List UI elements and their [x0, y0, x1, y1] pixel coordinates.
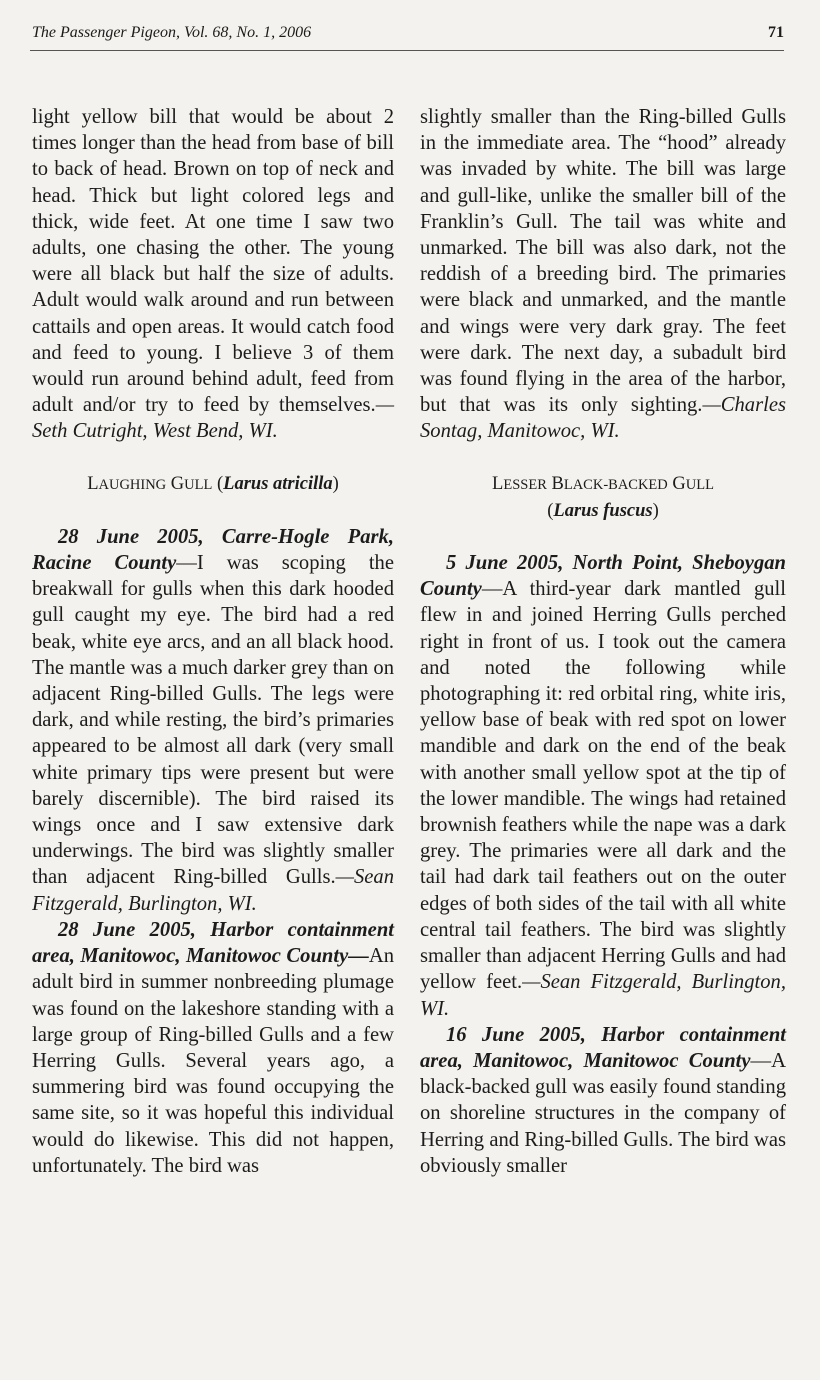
- seth-cutright-report: [32, 104, 394, 445]
- page-number: 71: [768, 24, 784, 41]
- journal-title: The Passenger Pigeon, Vol. 68, No. 1, 2006: [32, 24, 312, 41]
- report-author: —Sean Fitzgerald, Burlington, WI.: [420, 971, 786, 1020]
- heading-smallcaps: ULL: [184, 476, 213, 493]
- heading-initial: B: [551, 473, 564, 494]
- heading-smallcaps: ESSER: [503, 476, 547, 493]
- heading-paren: ): [332, 473, 339, 494]
- report-date-location: 5 June 2005, North Point, Sheboygan County: [420, 552, 786, 601]
- report-text: —A black-backed gull was easily found standing on shoreline structures in the company of Herring and Ring-billed Gulls. The bird was obviously smaller: [420, 1049, 786, 1177]
- spacer: [32, 498, 394, 524]
- right-column: [420, 104, 786, 1179]
- manitowoc-harbor-report-continued: [420, 104, 786, 445]
- manitowoc-black-backed-report: [420, 1022, 786, 1179]
- heading-initial: L: [492, 473, 504, 494]
- laughing-gull-heading: [32, 471, 394, 498]
- heading-initial: G: [170, 473, 185, 494]
- scientific-name: Larus atricilla: [223, 473, 333, 494]
- report-date-location: 28 June 2005, Carre-Hogle Park, Racine County: [32, 525, 394, 575]
- report-text: slightly smaller than the Ring-billed Gulls in the immediate area. The “hood” already was invaded by white. The bill was large and gull-like, unlike the smaller bill of the Franklin’s Gull. The tail was white and unmarked. The bill was also dark, not the reddish of a breeding bird. The primaries were black and unmarked, and the mantle and wings were very dark gray. The feet were dark. The next day, a subadult bird was found flying in the area of the harbor, but that was its only sighting.: [420, 106, 786, 417]
- report-text: light yellow bill that would be about 2 times longer than the head from base of bill to back of head. Brown on top of neck and head. Thick but light colored legs and thick, wide feet. At one time I saw two adults, one chasing the other. The young were all black but half the size of adults. Adult would walk around and run between cattails and open areas. It would catch food and feed to young. I believe 3 of them would run around behind adult, feed from adult and/or try to feed by themselves.: [32, 106, 394, 417]
- heading-paren: (: [547, 500, 554, 521]
- running-head: [30, 24, 784, 51]
- heading-smallcaps: AUGHING: [98, 476, 167, 493]
- manitowoc-harbor-report: [32, 917, 394, 1179]
- report-text: —I was scoping the breakwall for gulls when this dark hooded gull caught my eye. The bird had a red beak, white eye arcs, and an all black hood. The mantle was a much darker grey than on adjacent Ring-billed Gulls. The legs were dark, and while resting, the bird’s primaries appeared to be almost all dark (very small white primary tips were present but were barely discernible). The bird raised its wings once and I saw extensive dark underwings. The bird was slightly smaller than adjacent Ring-billed Gulls.: [32, 552, 394, 889]
- report-text: An adult bird in summer nonbreeding plumage was found on the lakeshore standing with a large group of Ring-billed Gulls and a few Herring Gulls. Several years ago, a summering bird was found occupying the same site, so it was hopeful this individual would do likewise. This did not happen, unfortunately. The bird was: [32, 945, 394, 1177]
- heading-paren: ): [652, 500, 659, 521]
- report-author: —Sean Fitzgerald, Burlington, WI.: [32, 866, 394, 915]
- report-author: —Charles Sontag, Manitowoc, WI.: [420, 394, 786, 443]
- report-author: —Seth Cutright, West Bend, WI.: [32, 394, 394, 443]
- spacer: [32, 445, 394, 471]
- report-date-location: 28 June 2005, Harbor containment area, Manitowoc, Manitowoc County—: [32, 918, 394, 968]
- spacer: [420, 445, 786, 471]
- report-date-location: 16 June 2005, Harbor containment area, Manitowoc, Manitowoc County: [420, 1023, 786, 1072]
- scientific-name: Larus fuscus: [553, 500, 653, 521]
- heading-initial: G: [672, 473, 686, 494]
- heading-initial: L: [87, 473, 99, 494]
- report-text: —A third-year dark mantled gull flew in and joined Herring Gulls perched right in front of us. I took out the camera and noted the following while photographing it: red orbital ring, white iris, yellow base of beak with red spot on lower mandible and dark on the end of the beak with another small yellow spot at the tip of the lower mandible. The wings had retained brownish feathers while the nape was a dark grey. The primaries were all dark and the tail had dark tail feathers out on the outer edges of both sides of the tail with all white central tail feathers. The bird was slightly smaller than adjacent Herring Gulls and had yellow feet.: [420, 578, 786, 994]
- left-column: [32, 104, 394, 1179]
- spacer: [420, 524, 786, 550]
- heading-smallcaps: ULL: [685, 476, 714, 493]
- north-point-report: [420, 550, 786, 1022]
- heading-smallcaps: LACK-BACKED: [563, 476, 668, 493]
- carre-hogle-report: [32, 524, 394, 917]
- lesser-black-backed-gull-heading: [420, 471, 786, 524]
- heading-paren: (: [216, 473, 224, 494]
